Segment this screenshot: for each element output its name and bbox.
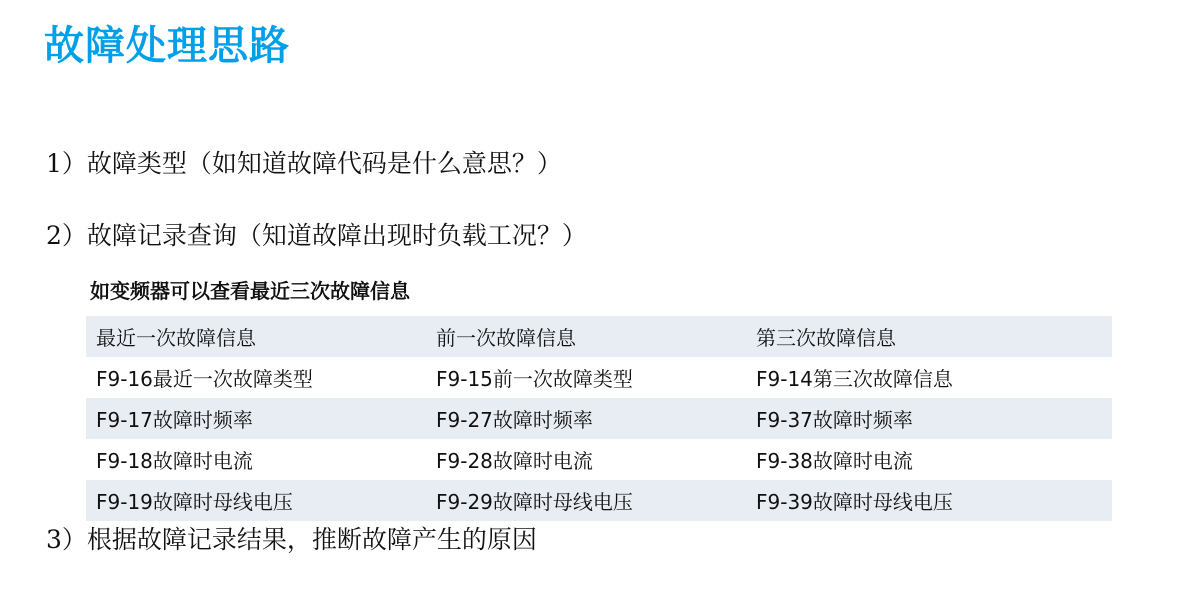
table-cell: F9-28故障时电流	[426, 439, 746, 480]
sub-note: 如变频器可以查看最近三次故障信息	[90, 279, 410, 303]
bullet-point-1: 1）故障类型（如知道故障代码是什么意思？）	[46, 149, 562, 178]
table-cell: F9-39故障时母线电压	[746, 480, 1112, 521]
table-cell: F9-27故障时频率	[426, 398, 746, 439]
table-header-cell: 前一次故障信息	[426, 316, 746, 357]
table-cell: F9-15前一次故障类型	[426, 357, 746, 398]
page-title: 故障处理思路	[44, 23, 290, 69]
table-cell: F9-38故障时电流	[746, 439, 1112, 480]
table-cell: F9-37故障时频率	[746, 398, 1112, 439]
table-row	[86, 439, 1112, 480]
table-cell: F9-29故障时母线电压	[426, 480, 746, 521]
table-cell: F9-14第三次故障信息	[746, 357, 1112, 398]
table-cell: F9-16最近一次故障类型	[86, 357, 426, 398]
table-row	[86, 398, 1112, 439]
bullet-point-3: 3）根据故障记录结果，推断故障产生的原因	[46, 525, 537, 554]
table-cell: F9-19故障时母线电压	[86, 480, 426, 521]
table-row	[86, 316, 1112, 357]
table-row	[86, 480, 1112, 521]
table-cell: F9-18故障时电流	[86, 439, 426, 480]
table-header-cell: 最近一次故障信息	[86, 316, 426, 357]
table-header-cell: 第三次故障信息	[746, 316, 1112, 357]
fault-record-table	[86, 316, 1112, 521]
bullet-point-2: 2）故障记录查询（知道故障出现时负载工况？）	[46, 221, 587, 250]
table-cell: F9-17故障时频率	[86, 398, 426, 439]
table-row	[86, 357, 1112, 398]
